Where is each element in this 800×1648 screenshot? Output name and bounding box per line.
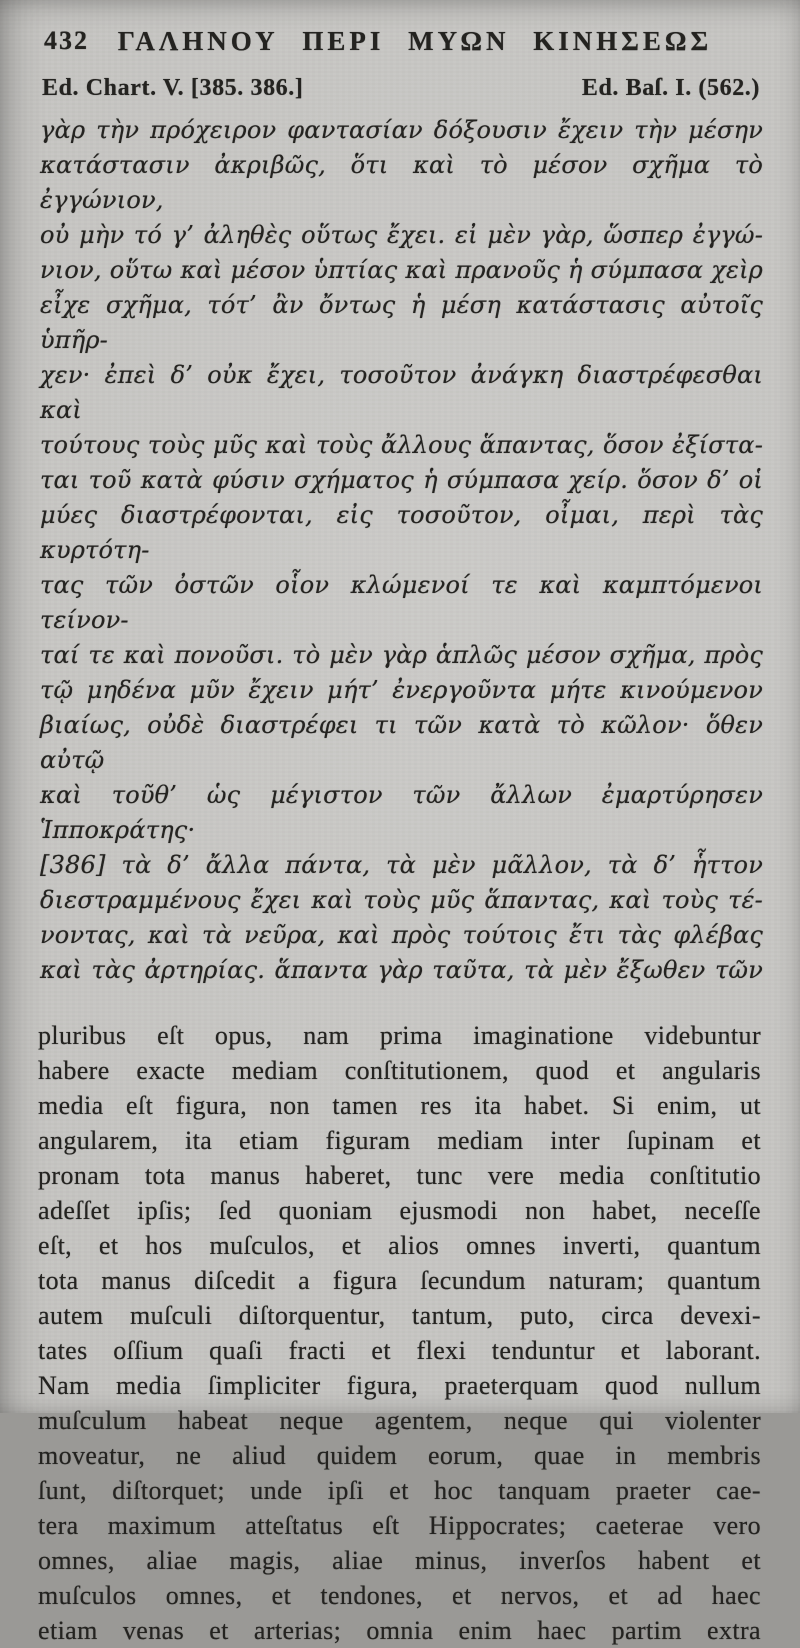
latin-text-line: habere exacte mediam conſtitutionem, quod et angularis bbox=[38, 1056, 761, 1085]
greek-text-line: γὰρ τὴν πρόχειρον φαντασίαν δόξουσιν ἔχειν τὴν μέσην bbox=[40, 116, 763, 144]
greek-text-line: μύες διαστρέφονται, εἰς τοσοῦτον, οἶμαι, περὶ τὰς κυρτότη- bbox=[40, 501, 763, 564]
latin-text-line: tates oſſium quaſi fracti et flexi tenduntur et laborant. bbox=[38, 1336, 761, 1365]
latin-text-line: adeſſet ipſis; ſed quoniam ejusmodi non habet, neceſſe bbox=[38, 1196, 761, 1225]
greek-text-line: διεστραμμένους ἔχει καὶ τοὺς μῦς ἅπαντας, καὶ τοὺς τέ- bbox=[40, 886, 763, 914]
latin-text-line: muſculos omnes, et tendones, et nervos, et ad haec bbox=[38, 1581, 761, 1610]
greek-text-block bbox=[40, 113, 763, 988]
latin-text-line: autem muſculi diſtorquentur, tantum, puto, circa devexi- bbox=[38, 1301, 761, 1330]
latin-text-line: pluribus eſt opus, nam prima imaginatione videbuntur bbox=[38, 1021, 761, 1050]
page-number: 432 bbox=[44, 26, 89, 55]
greek-text-line: τῷ μηδένα μῦν ἔχειν μήτ’ ἐνεργοῦντα μήτε κινούμενον bbox=[40, 676, 763, 704]
latin-text-line: tota manus diſcedit a figura ſecundum naturam; quantum bbox=[38, 1266, 761, 1295]
greek-text-line: κατάστασιν ἀκριβῶς, ὅτι καὶ τὸ μέσον σχῆμα τὸ ἐγγώνιον, bbox=[40, 151, 763, 214]
greek-text-line: καὶ τὰς ἀρτηρίας. ἅπαντα γὰρ ταῦτα, τὰ μὲν ἔξωθεν τῶν bbox=[40, 956, 763, 984]
latin-text-line: Nam media ſimpliciter figura, praeterquam quod nullum bbox=[38, 1371, 761, 1400]
greek-text-line: ται τοῦ κατὰ φύσιν σχήματος ἡ σύμπασα χείρ. ὅσον δ’ οἱ bbox=[40, 466, 763, 494]
greek-text-line: οὐ μὴν τό γ’ ἀληθὲς οὕτως ἔχει. εἰ μὲν γὰρ, ὥσπερ ἐγγώ- bbox=[40, 221, 763, 249]
greek-text-line: [386] τὰ δ’ ἄλλα πάντα, τὰ μὲν μᾶλλον, τὰ δ’ ἧττον bbox=[40, 851, 763, 879]
edition-chartier-reference: Ed. Chart. V. [385. 386.] bbox=[42, 75, 304, 101]
edition-reference-row bbox=[42, 75, 760, 102]
greek-text-line: χεν· ἐπεὶ δ’ οὐκ ἔχει, τοσοῦτον ἀνάγκη διαστρέφεσθαι καὶ bbox=[40, 361, 763, 424]
latin-text-line: muſculum habeat neque agentem, neque qui violenter bbox=[38, 1406, 761, 1435]
running-title: ΓΑΛΗΝΟΥ ΠΕΡΙ ΜΥΩΝ ΚΙΝΗΣΕΩΣ bbox=[117, 26, 713, 56]
greek-text-line: καὶ τοῦθ’ ὡς μέγιστον τῶν ἄλλων ἐμαρτύρησεν Ἱπποκράτης· bbox=[40, 781, 763, 844]
latin-text-block bbox=[38, 1018, 761, 1648]
greek-text-line: εἶχε σχῆμα, τότ’ ἂν ὄντως ἡ μέση κατάστασις αὐτοῖς ὑπῆρ- bbox=[40, 291, 763, 354]
latin-text-line: media eſt figura, non tamen res ita habet. Si enim, ut bbox=[38, 1091, 761, 1120]
greek-text-line: βιαίως, οὐδὲ διαστρέφει τι τῶν κατὰ τὸ κῶλον· ὅθεν αὐτῷ bbox=[40, 711, 763, 774]
latin-text-line: pronam tota manus haberet, tunc vere media conſtitutio bbox=[38, 1161, 761, 1190]
latin-text-line: tera maximum atteſtatus eſt Hippocrates; caeterae vero bbox=[38, 1511, 761, 1540]
latin-text-line: omnes, aliae magis, aliae minus, inverſos habent et bbox=[38, 1546, 761, 1575]
latin-text-line: eſt, et hos muſculos, et alios omnes inverti, quantum bbox=[38, 1231, 761, 1260]
greek-text-line: νιον, οὕτω καὶ μέσον ὑπτίας καὶ πρανοῦς ἡ σύμπασα χεὶρ bbox=[40, 256, 763, 284]
greek-text-line: ταί τε καὶ πονοῦσι. τὸ μὲν γὰρ ἁπλῶς μέσον σχῆμα, πρὸς bbox=[40, 641, 763, 669]
edition-basel-reference: Ed. Baſ. I. (562.) bbox=[581, 75, 760, 101]
greek-text-line: τούτους τοὺς μῦς καὶ τοὺς ἄλλους ἅπαντας, ὅσον ἐξίστα- bbox=[40, 431, 763, 459]
greek-text-line: τας τῶν ὀστῶν οἷον κλώμενοί τε καὶ καμπτόμενοι τείνον- bbox=[40, 571, 763, 634]
latin-text-line: etiam venas et arterias; omnia enim haec partim extra bbox=[38, 1616, 761, 1645]
latin-text-line: angularem, ita etiam figuram mediam inter ſupinam et bbox=[38, 1126, 761, 1155]
greek-text-line: νοντας, καὶ τὰ νεῦρα, καὶ πρὸς τούτοις ἔτι τὰς φλέβας bbox=[40, 921, 763, 949]
latin-text-line: ſunt, diſtorquet; unde ipſi et hoc tanquam praeter cae- bbox=[38, 1476, 761, 1505]
latin-text-line: moveatur, ne aliud quidem eorum, quae in membris bbox=[38, 1441, 761, 1470]
page-header bbox=[0, 0, 800, 62]
